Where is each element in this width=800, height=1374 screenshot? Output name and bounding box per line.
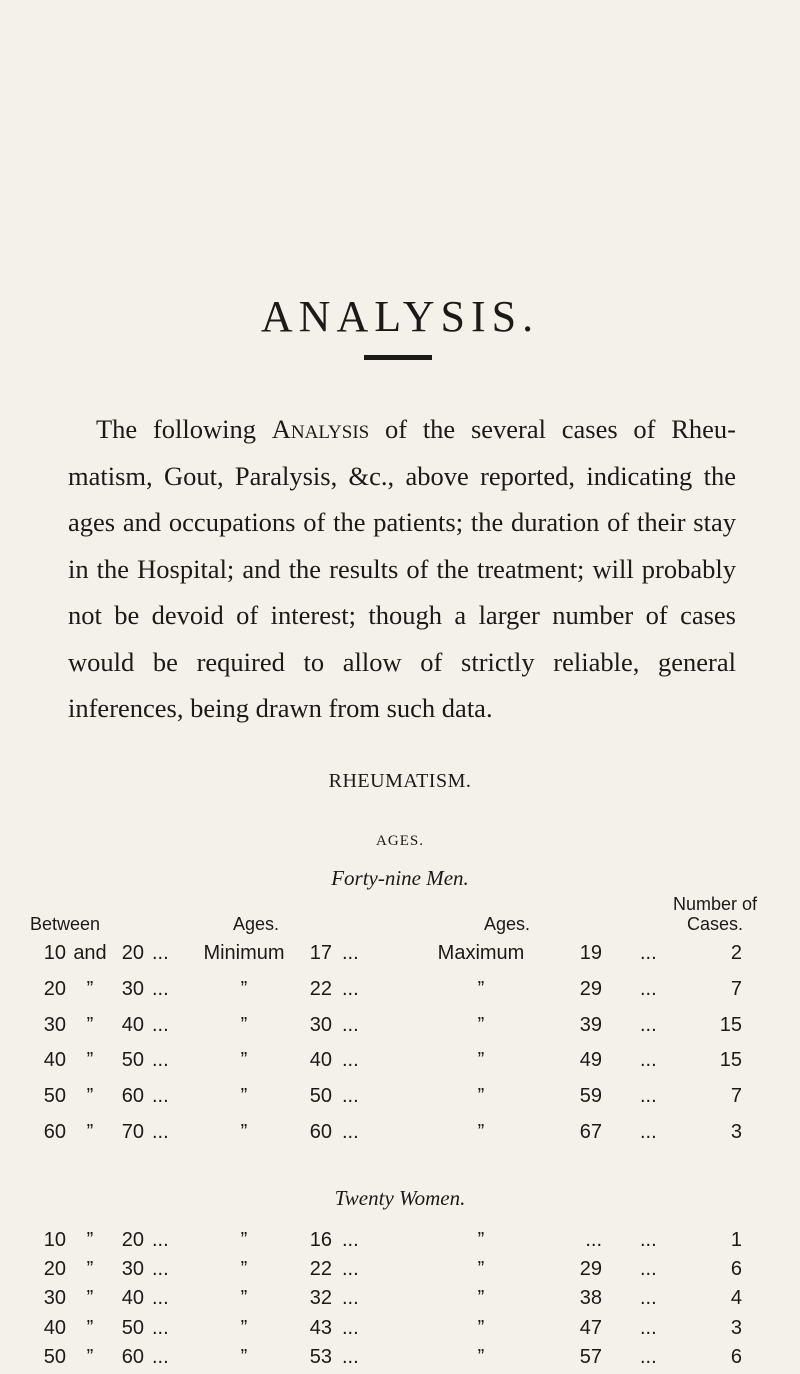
- header-number-line2: Cases.: [686, 914, 744, 934]
- cell-from: 40: [43, 1316, 66, 1339]
- cell-from: 30: [43, 1287, 66, 1310]
- cell-to: 30: [121, 1258, 144, 1281]
- cell-d3: ...: [640, 1345, 657, 1368]
- table-header: [0, 894, 800, 938]
- header-between: Between: [30, 914, 101, 934]
- cell-d2: ...: [342, 1013, 359, 1036]
- cell-d1: ...: [152, 1085, 169, 1108]
- cell-cases: 4: [730, 1287, 742, 1310]
- cell-d3: ...: [640, 1121, 657, 1143]
- cell-min-label: ”: [240, 1013, 248, 1036]
- cell-cases: 1: [730, 1229, 742, 1251]
- cell-d1: ...: [152, 977, 169, 1000]
- cell-from: 30: [43, 1013, 66, 1036]
- cell-max-label: ”: [477, 1013, 485, 1036]
- cell-sep: ”: [86, 1049, 94, 1072]
- cell-d1: ...: [152, 1049, 169, 1072]
- cell-max: 59: [579, 1085, 602, 1108]
- cell-d1: ...: [152, 1287, 169, 1310]
- page-title: ANALYSIS.: [260, 292, 540, 342]
- cell-min: 40: [309, 1049, 332, 1072]
- cell-min: 22: [309, 1258, 332, 1281]
- table-row: [0, 1229, 800, 1257]
- intro-rest: of the several cases of Rheumatism, Gout, Paralysis, &c., above reported, indicating the ages and occupations of the patients; the duration of their stay in the Hospital; and the results of the treatment; will probably not be devoid of interest; though a larger number of cases would be required to allow of strictly reliable, general inferences, being drawn from such data.: [68, 414, 736, 723]
- cell-d1: ...: [152, 1229, 169, 1251]
- cell-min: 50: [309, 1085, 332, 1108]
- cell-sep: ”: [86, 1229, 94, 1251]
- cell-d2: ...: [342, 977, 359, 1000]
- cell-d3: ...: [640, 1258, 657, 1281]
- cell-to: 50: [121, 1049, 144, 1072]
- cell-max: 57: [579, 1345, 602, 1368]
- cell-cases: 7: [730, 977, 742, 1000]
- intro-lead: The following: [96, 414, 272, 444]
- cell-max: 47: [579, 1316, 602, 1339]
- cell-from: 10: [43, 942, 66, 964]
- cell-sep: ”: [86, 1013, 94, 1036]
- cell-sep: ”: [86, 1316, 94, 1339]
- cell-d1: ...: [152, 1316, 169, 1339]
- cell-min: 60: [309, 1121, 332, 1143]
- cell-to: 60: [121, 1345, 144, 1368]
- cell-to: 50: [121, 1316, 144, 1339]
- cell-d3: ...: [640, 977, 657, 1000]
- cell-max-label: ”: [477, 1049, 485, 1072]
- cell-cases: 6: [730, 1345, 742, 1368]
- cell-max-label: ”: [477, 1345, 485, 1368]
- header-ages-max: Ages.: [484, 914, 531, 934]
- table-row: [0, 1085, 800, 1113]
- cell-from: 50: [43, 1345, 66, 1368]
- cell-min-label: ”: [240, 1316, 248, 1339]
- section-title: RHEUMATISM.: [328, 770, 472, 792]
- table-row: [0, 1014, 800, 1042]
- cell-sep: ”: [86, 977, 94, 1000]
- cell-cases: 15: [719, 1013, 742, 1036]
- cell-to: 70: [121, 1121, 144, 1143]
- cell-sep: and: [73, 942, 107, 964]
- cell-min-label: ”: [240, 1049, 248, 1072]
- cell-max-label: ”: [477, 1121, 485, 1143]
- cell-cases: 2: [730, 942, 742, 964]
- cell-d3: ...: [640, 1085, 657, 1108]
- cell-d2: ...: [342, 942, 359, 964]
- cell-d3: ...: [640, 1049, 657, 1072]
- cell-min: 17: [309, 942, 332, 964]
- cell-from: 20: [43, 1258, 66, 1281]
- cell-to: 20: [121, 1229, 144, 1251]
- table-row: [0, 1121, 800, 1149]
- cell-max-label: ”: [477, 1085, 485, 1108]
- cell-d1: ...: [152, 1345, 169, 1368]
- cell-d1: ...: [152, 1013, 169, 1036]
- cell-d2: ...: [342, 1345, 359, 1368]
- cell-min-label: ”: [240, 1085, 248, 1108]
- cell-to: 20: [121, 942, 144, 964]
- table-row: [0, 1317, 800, 1345]
- group-title-men: Forty-nine Men.: [331, 866, 469, 890]
- table-row: [0, 1346, 800, 1374]
- cell-d1: ...: [152, 942, 169, 964]
- cell-max-label: ”: [477, 1258, 485, 1281]
- cell-min: 32: [309, 1287, 332, 1310]
- cell-min-label: ”: [240, 1229, 248, 1251]
- group-title-women: Twenty Women.: [334, 1186, 466, 1210]
- table-row: [0, 1287, 800, 1315]
- cell-min-label: ”: [240, 1258, 248, 1281]
- cell-d2: ...: [342, 1287, 359, 1310]
- cell-to: 60: [121, 1085, 144, 1108]
- cell-sep: ”: [86, 1345, 94, 1368]
- cell-max: 19: [579, 942, 602, 964]
- cell-min: 53: [309, 1345, 332, 1368]
- cell-d3: ...: [640, 942, 657, 964]
- cell-d3: ...: [640, 1013, 657, 1036]
- cell-d2: ...: [342, 1049, 359, 1072]
- cell-from: 20: [43, 977, 66, 1000]
- intro-term: Analysis: [271, 414, 370, 444]
- cell-d1: ...: [152, 1121, 169, 1143]
- cell-min-label: Minimum: [203, 942, 285, 964]
- cell-min-label: ”: [240, 977, 248, 1000]
- cell-to: 30: [121, 977, 144, 1000]
- table-row: [0, 978, 800, 1006]
- cell-d2: ...: [342, 1085, 359, 1108]
- cell-cases: 6: [730, 1258, 742, 1281]
- cell-sep: ”: [86, 1121, 94, 1143]
- header-ages-min: Ages.: [233, 914, 280, 934]
- cell-max: 39: [579, 1013, 602, 1036]
- table-row: [0, 1049, 800, 1077]
- cell-cases: 3: [730, 1121, 742, 1143]
- subsection-title: AGES.: [376, 833, 424, 849]
- cell-min-label: ”: [240, 1121, 248, 1143]
- cell-d2: ...: [342, 1229, 359, 1251]
- header-number-line1: Number of: [672, 894, 758, 914]
- cell-sep: ”: [86, 1085, 94, 1108]
- cell-cases: 3: [730, 1316, 742, 1339]
- cell-from: 40: [43, 1049, 66, 1072]
- cell-d1: ...: [152, 1258, 169, 1281]
- cell-max-label: ”: [477, 1287, 485, 1310]
- cell-d2: ...: [342, 1121, 359, 1143]
- cell-max: 67: [579, 1121, 602, 1143]
- cell-d3: ...: [640, 1287, 657, 1310]
- cell-max: ...: [585, 1229, 602, 1251]
- cell-max-label: ”: [477, 1316, 485, 1339]
- cell-from: 60: [43, 1121, 66, 1143]
- cell-d2: ...: [342, 1316, 359, 1339]
- cell-cases: 7: [730, 1085, 742, 1108]
- cell-min: 43: [309, 1316, 332, 1339]
- cell-from: 10: [43, 1229, 66, 1251]
- cell-sep: ”: [86, 1258, 94, 1281]
- cell-min: 22: [309, 977, 332, 1000]
- table-row: [0, 1258, 800, 1286]
- cell-d3: ...: [640, 1229, 657, 1251]
- cell-max-label: Maximum: [437, 942, 525, 964]
- cell-min: 16: [309, 1229, 332, 1251]
- cell-max: 38: [579, 1287, 602, 1310]
- cell-min-label: ”: [240, 1345, 248, 1368]
- cell-to: 40: [121, 1287, 144, 1310]
- table-row: [0, 942, 800, 970]
- cell-cases: 15: [719, 1049, 742, 1072]
- cell-max-label: ”: [477, 1229, 485, 1251]
- cell-to: 40: [121, 1013, 144, 1036]
- cell-sep: ”: [86, 1287, 94, 1310]
- title-rule: [364, 355, 432, 360]
- cell-min-label: ”: [240, 1287, 248, 1310]
- cell-d2: ...: [342, 1258, 359, 1281]
- cell-from: 50: [43, 1085, 66, 1108]
- cell-max: 29: [579, 1258, 602, 1281]
- cell-max: 49: [579, 1049, 602, 1072]
- cell-d3: ...: [640, 1316, 657, 1339]
- cell-max-label: ”: [477, 977, 485, 1000]
- cell-min: 30: [309, 1013, 332, 1036]
- cell-max: 29: [579, 977, 602, 1000]
- intro-paragraph: [68, 406, 736, 732]
